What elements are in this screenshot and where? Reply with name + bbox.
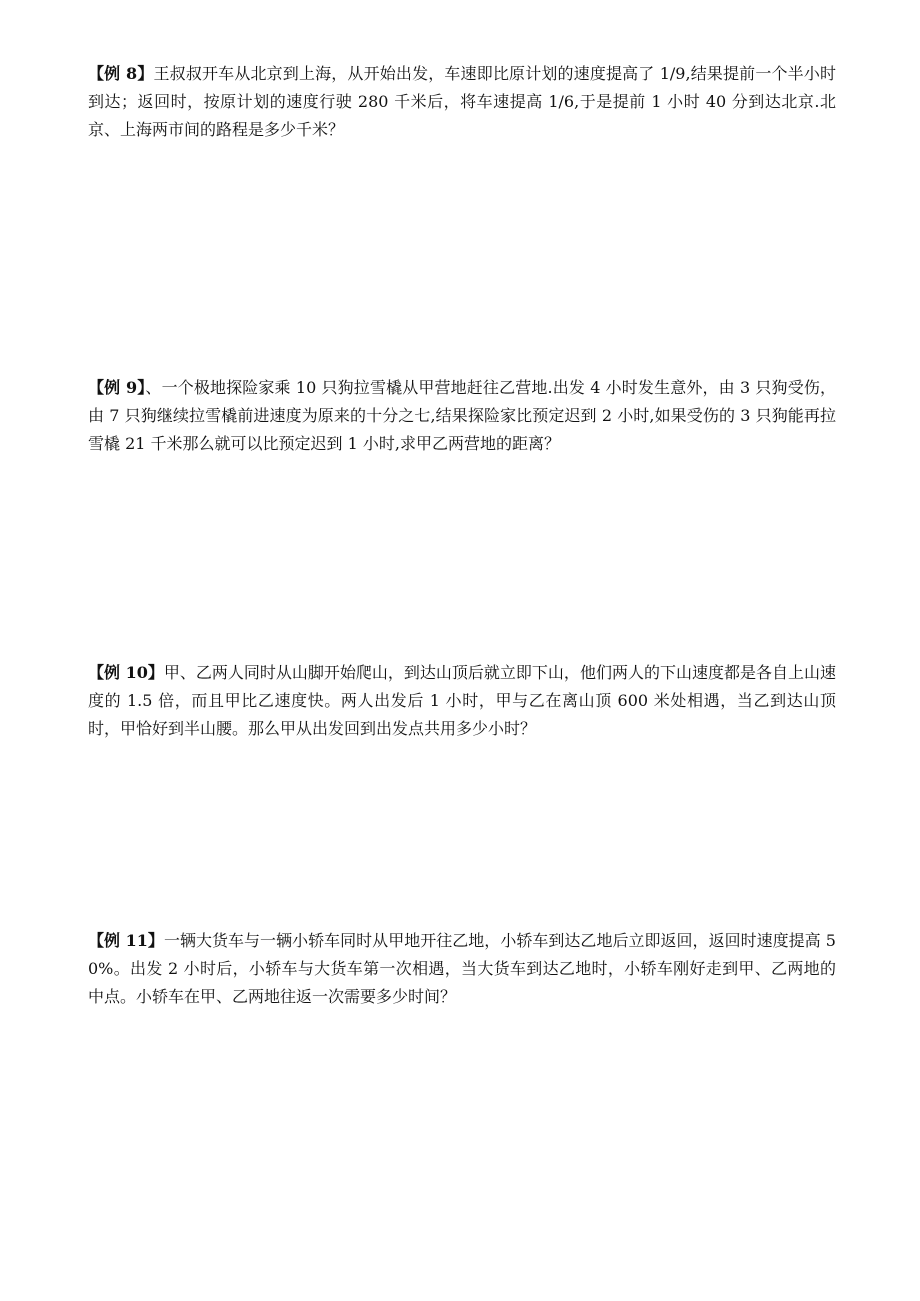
problem-text: 、一个极地探险家乘 10 只狗拉雪橇从甲营地赶往乙营地.出发 4 小时发生意外，由 3 只狗受伤，由 7 只狗继续拉雪橇前进速度为原来的十分之七,结果探险家比预定迟到 2 小时,如果受伤的 3 只狗能再拉雪橇 21 千米那么就可以比预定迟到 1 小时,求甲乙两营地的距离？ [88, 378, 836, 453]
problem-label: 【例 10】 [88, 663, 164, 682]
problem-example-9 [88, 374, 836, 458]
problem-text: 甲、乙两人同时从山脚开始爬山，到达山顶后就立即下山，他们两人的下山速度都是各自上山速度的 1.5 倍，而且甲比乙速度快。两人出发后 1 小时，甲与乙在离山顶 600 米处相遇，当乙到达山顶时，甲恰好到半山腰。那么甲从出发回到出发点共用多少小时？ [88, 663, 836, 738]
problem-example-11 [88, 927, 836, 1011]
problem-example-10 [88, 659, 836, 743]
problem-label: 【例 11】 [88, 931, 164, 950]
problem-example-8 [88, 60, 836, 144]
problem-label: 【例 8】 [88, 64, 154, 83]
problem-text: 一辆大货车与一辆小轿车同时从甲地开往乙地，小轿车到达乙地后立即返回，返回时速度提高 50%。出发 2 小时后，小轿车与大货车第一次相遇，当大货车到达乙地时，小轿车刚好走到甲、乙两地的中点。小轿车在甲、乙两地往返一次需要多少时间？ [88, 931, 836, 1006]
problem-text: 王叔叔开车从北京到上海，从开始出发，车速即比原计划的速度提高了 1/9,结果提前一个半小时到达；返回时，按原计划的速度行驶 280 千米后，将车速提高 1/6,于是提前 1 小时 40 分到达北京.北京、上海两市间的路程是多少千米？ [88, 64, 836, 139]
problem-label: 【例 9】 [88, 378, 146, 397]
